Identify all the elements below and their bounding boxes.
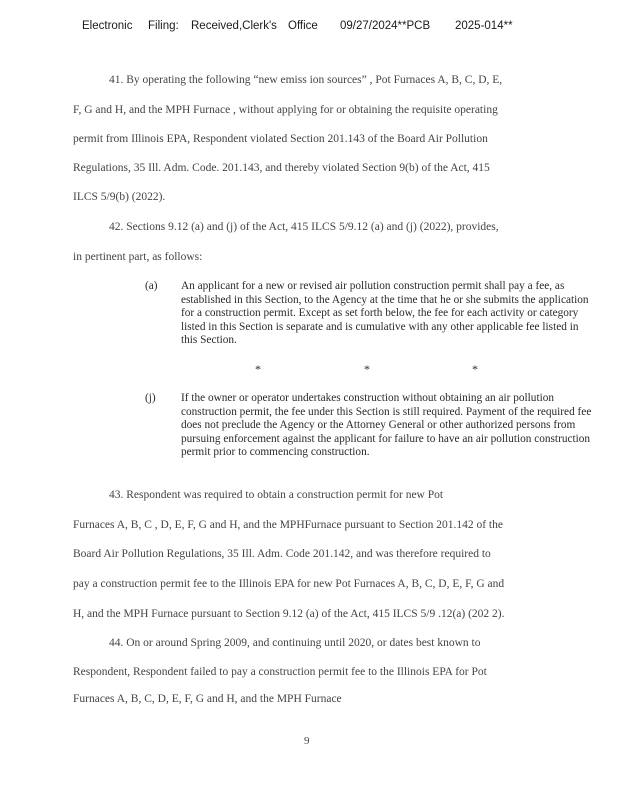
page-number: 9 [304,735,310,747]
header-case-number: 2025-014** [455,20,513,32]
para44-line1: 44. On or around Spring 2009, and continuing until 2020, or dates best known to [109,637,481,649]
ellipsis-star-3: * [472,362,478,376]
para41-line1: 41. By operating the following “new emiss ion sources” , Pot Furnaces A, B, C, D, E, [109,74,503,86]
header-received: Received,Clerk's [191,20,277,32]
para41-line5: ILCS 5/9(b) (2022). [73,191,166,203]
para43-line3: Board Air Pollution Regulations, 35 Ill. Adm. Code 201.142, and was therefore required to [73,548,491,560]
header-office: Office [288,20,318,32]
para42-line1: 42. Sections 9.12 (a) and (j) of the Act, 415 ILCS 5/9.12 (a) and (j) (2022), provides, [109,221,499,233]
para44-line2: Respondent, Respondent failed to pay a construction permit fee to the Illinois EPA for Pot [73,666,487,678]
para43-line1: 43. Respondent was required to obtain a construction permit for new Pot [109,489,444,501]
para41-line2: F, G and H, and the MPH Furnace , without applying for or obtaining the requisite operating [73,104,498,116]
para44-line3: Furnaces A, B, C, D, E, F, G and H, and the MPH Furnace [73,693,342,705]
para42-line2: in pertinent part, as follows: [73,251,203,263]
header-electronic: Electronic [82,20,133,32]
quote-a-text: An applicant for a new or revised air pollution construction permit shall pay a fee, as established in this Section, to the Agency at the time that he or she submits the application for a construction permit. Except as set forth below, the fee for each activity or category listed in this Section is separate and is cumulative with any other applicable fee listed in this Section. [181,280,589,347]
quote-j-label: (j) [145,392,156,404]
para43-line5: H, and the MPH Furnace pursuant to Section 9.12 (a) of the Act, 415 ILCS 5/9 .12(a) (202 2). [73,608,505,620]
quote-j-text: If the owner or operator undertakes construction without obtaining an air pollution construction permit, the fee under this Section is still required. Payment of the required fee does not preclude the Agency or the Attorney General or other authorized persons from pursuing enforcement against the applicant for failure to have an air pollution construction permit prior to commencing construction. [181,392,592,459]
para43-line4: pay a construction permit fee to the Illinois EPA for new Pot Furnaces A, B, C, D, E, F, G and [73,578,505,590]
header-date: 09/27/2024**PCB [340,20,431,32]
para43-line2: Furnaces A, B, C , D, E, F, G and H, and the MPHFurnace pursuant to Section 201.142 of the [73,519,503,531]
ellipsis-star-1: * [255,362,261,376]
ellipsis-star-2: * [364,362,370,376]
quote-a-label: (a) [145,280,158,292]
filing-header [82,20,522,36]
para41-line3: permit from Illinois EPA, Respondent violated Section 201.143 of the Board Air Pollution [73,133,488,145]
para41-line4: Regulations, 35 Ill. Adm. Code. 201.143, and thereby violated Section 9(b) of the Act, 415 [73,162,490,174]
header-filing: Filing: [148,20,179,32]
